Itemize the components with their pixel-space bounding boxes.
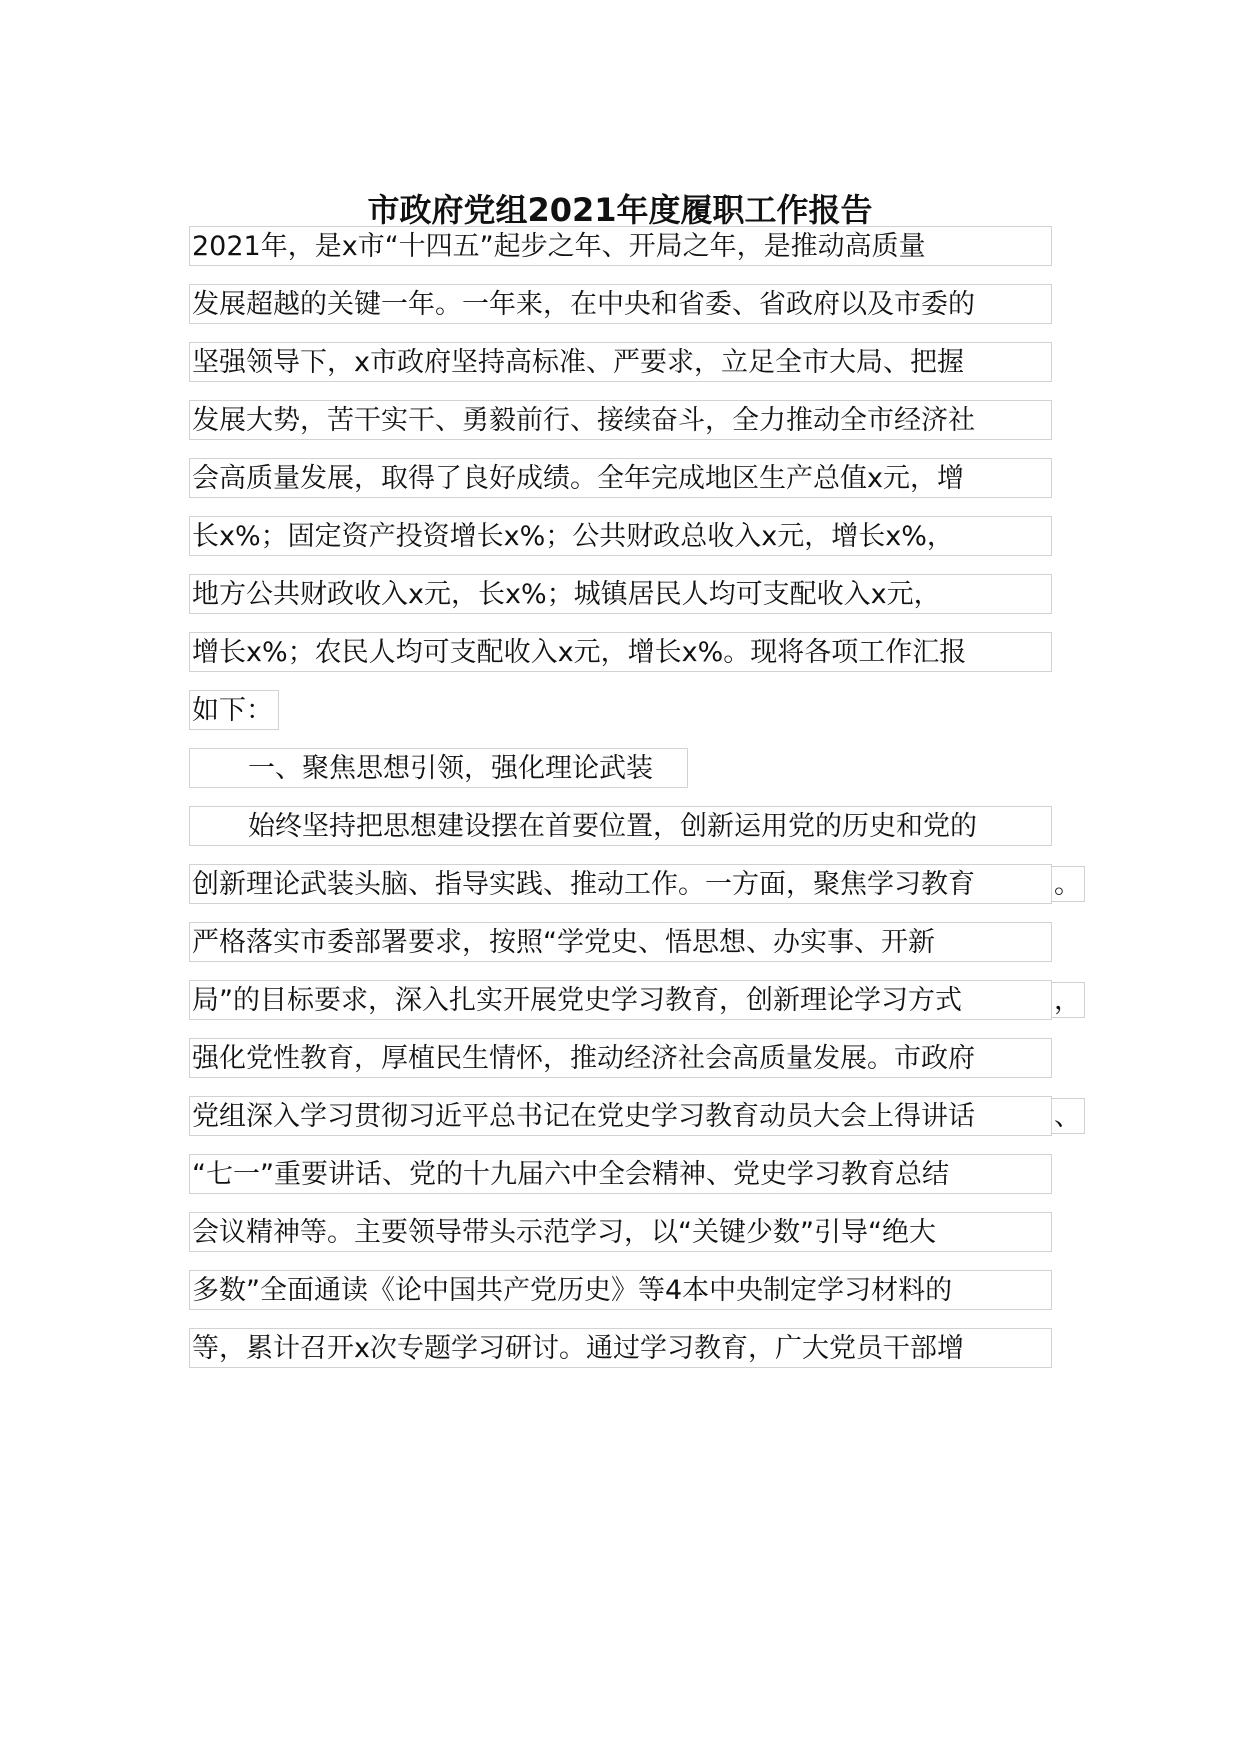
paragraph-line: 如下： — [189, 690, 279, 730]
paragraph-line: 发展超越的关键一年。一年来，在中央和省委、省政府以及市委的 — [189, 284, 1052, 324]
paragraph-line: “七一”重要讲话、党的十九届六中全会精神、党史学习教育总结 — [189, 1154, 1052, 1194]
paragraph-line: 会高质量发展，取得了良好成绩。全年完成地区生产总值x元，增 — [189, 458, 1052, 498]
paragraph-line: 始终坚持把思想建设摆在首要位置，创新运用党的历史和党的 — [189, 806, 1052, 846]
paragraph-line: 发展大势，苦干实干、勇毅前行、接续奋斗，全力推动全市经济社 — [189, 400, 1052, 440]
paragraph-line: 强化党性教育，厚植民生情怀，推动经济社会高质量发展。市政府 — [189, 1038, 1052, 1078]
paragraph-line: 会议精神等。主要领导带头示范学习，以“关键少数”引导“绝大 — [189, 1212, 1052, 1252]
paragraph-line-tail: 。 — [1051, 866, 1085, 902]
paragraph-line: 地方公共财政收入x元，长x%；城镇居民人均可支配收入x元， — [189, 574, 1052, 614]
paragraph-line-tail: 、 — [1051, 1098, 1085, 1134]
paragraph-line-tail: ， — [1051, 982, 1085, 1018]
paragraph-line: 增长x%；农民人均可支配收入x元，增长x%。现将各项工作汇报 — [189, 632, 1052, 672]
paragraph-line: 局”的目标要求，深入扎实开展党史学习教育，创新理论学习方式 — [189, 980, 1052, 1020]
paragraph-line: 坚强领导下，x市政府坚持高标准、严要求，立足全市大局、把握 — [189, 342, 1052, 382]
paragraph-line: 多数”全面通读《论中国共产党历史》等4本中央制定学习材料的 — [189, 1270, 1052, 1310]
section-heading: 一、聚焦思想引领，强化理论武装 — [189, 748, 688, 788]
paragraph-line: 等，累计召开x次专题学习研讨。通过学习教育，广大党员干部增 — [189, 1328, 1052, 1368]
document-title: 市政府党组2021年度履职工作报告 — [367, 191, 873, 229]
paragraph-line: 长x%；固定资产投资增长x%；公共财政总收入x元，增长x%， — [189, 516, 1052, 556]
paragraph-line: 严格落实市委部署要求，按照“学党史、悟思想、办实事、开新 — [189, 922, 1052, 962]
paragraph-line: 党组深入学习贯彻习近平总书记在党史学习教育动员大会上得讲话 — [189, 1096, 1052, 1136]
paragraph-line: 创新理论武装头脑、指导实践、推动工作。一方面，聚焦学习教育 — [189, 864, 1052, 904]
paragraph-line: 2021年，是x市“十四五”起步之年、开局之年，是推动高质量 — [189, 226, 1052, 266]
